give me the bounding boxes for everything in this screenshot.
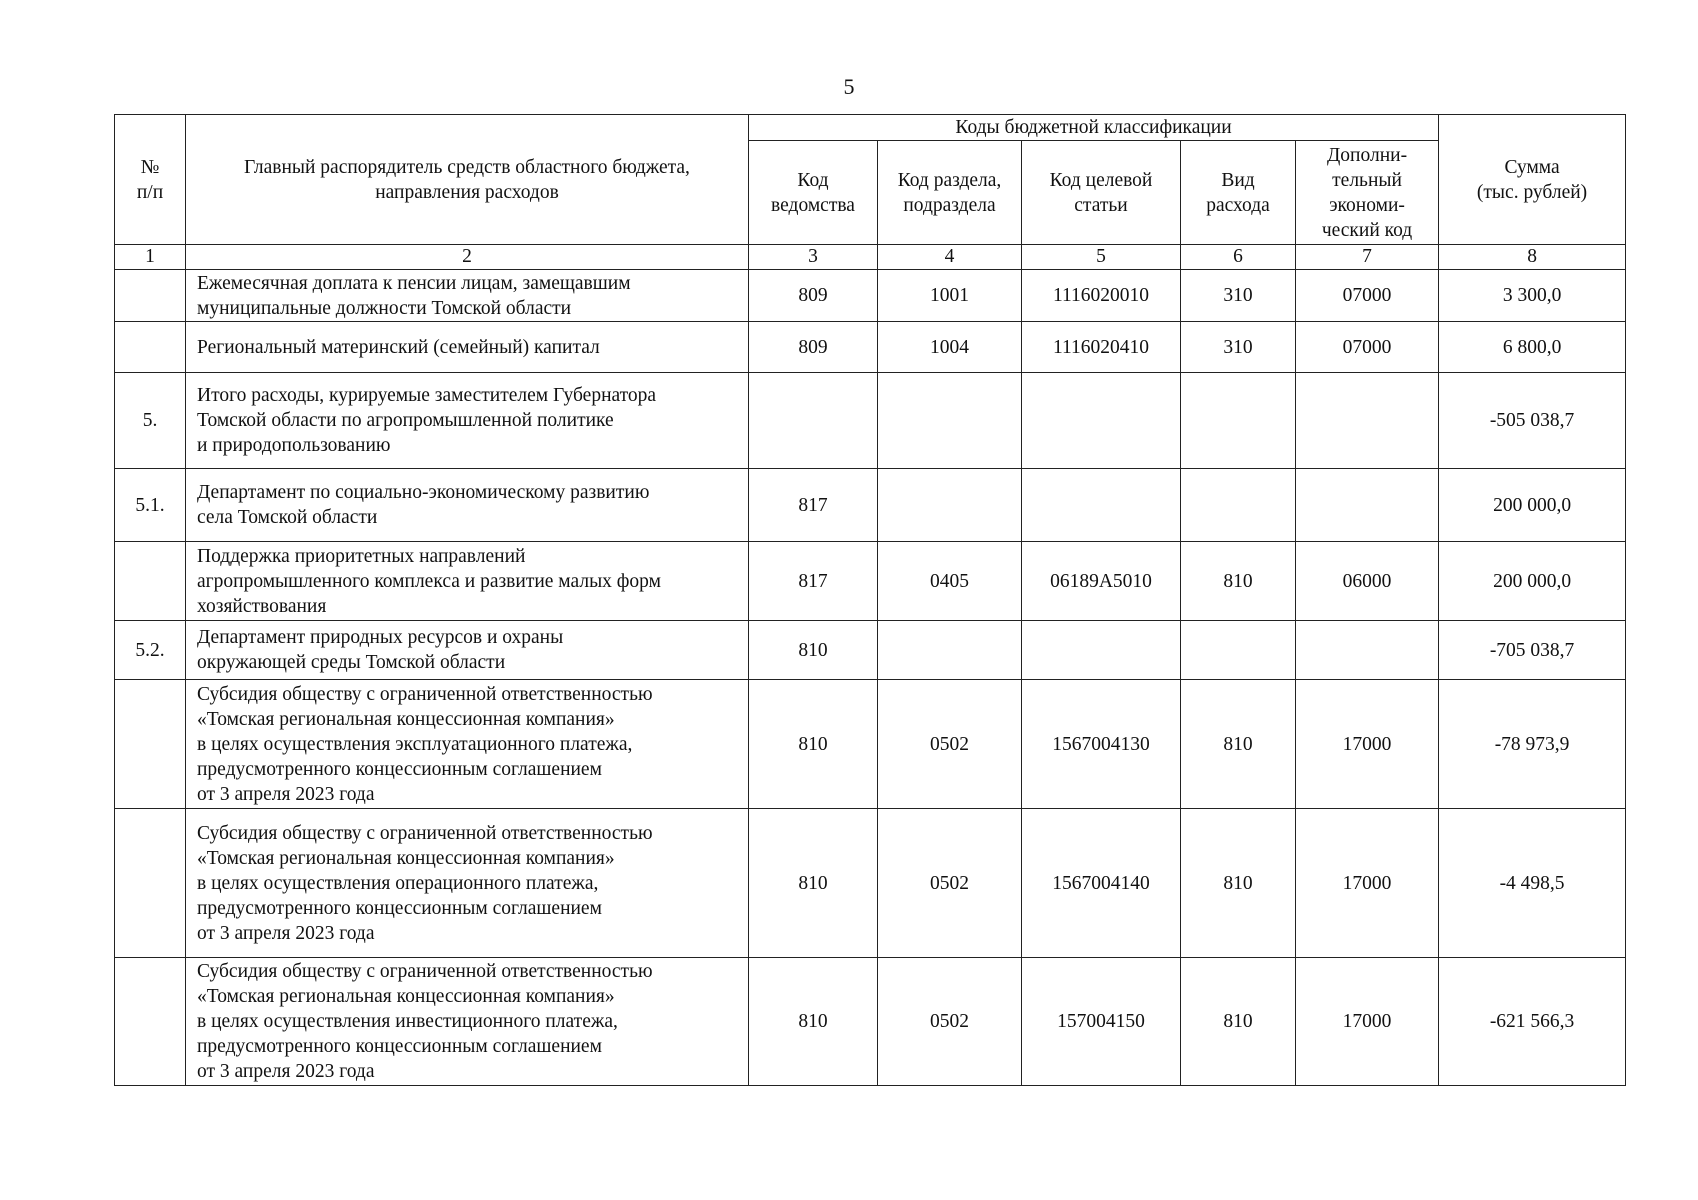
- row-target-code: [1022, 373, 1181, 469]
- row-extra-code: [1296, 621, 1439, 680]
- row-num: [115, 680, 186, 809]
- column-index: 6: [1181, 245, 1296, 270]
- header-section-code: Код раздела, подраздела: [878, 141, 1022, 245]
- row-num: [115, 809, 186, 958]
- row-extra-code: 07000: [1296, 270, 1439, 322]
- row-expense-type: 310: [1181, 270, 1296, 322]
- row-target-code: [1022, 469, 1181, 542]
- row-expense-type: 810: [1181, 542, 1296, 621]
- row-extra-code: [1296, 469, 1439, 542]
- row-name: Поддержка приоритетных направлений агропромышленного комплекса и развитие малых форм хозяйствования: [186, 542, 749, 621]
- row-target-code: 1116020010: [1022, 270, 1181, 322]
- table-row: [115, 958, 1626, 1086]
- row-section-code: [878, 373, 1022, 469]
- row-sum: 200 000,0: [1439, 469, 1626, 542]
- row-name: Департамент по социально-экономическому развитию села Томской области: [186, 469, 749, 542]
- row-section-code: 0502: [878, 809, 1022, 958]
- row-name: Региональный материнский (семейный) капитал: [186, 322, 749, 373]
- header-codes-group: Коды бюджетной классификации: [749, 115, 1439, 141]
- row-name: Ежемесячная доплата к пенсии лицам, замещавшим муниципальные должности Томской области: [186, 270, 749, 322]
- row-extra-code: 17000: [1296, 809, 1439, 958]
- row-expense-type: [1181, 469, 1296, 542]
- column-index: 7: [1296, 245, 1439, 270]
- row-section-code: 1001: [878, 270, 1022, 322]
- row-section-code: [878, 621, 1022, 680]
- row-expense-type: 310: [1181, 322, 1296, 373]
- column-index: 1: [115, 245, 186, 270]
- row-section-code: 0405: [878, 542, 1022, 621]
- row-num: 5.2.: [115, 621, 186, 680]
- row-target-code: [1022, 621, 1181, 680]
- row-dept-code: 817: [749, 542, 878, 621]
- row-name: Итого расходы, курируемые заместителем Губернатора Томской области по агропромышленной политике и природопользованию: [186, 373, 749, 469]
- row-expense-type: 810: [1181, 958, 1296, 1086]
- column-index: 4: [878, 245, 1022, 270]
- row-sum: -705 038,7: [1439, 621, 1626, 680]
- row-section-code: 0502: [878, 958, 1022, 1086]
- row-dept-code: 810: [749, 680, 878, 809]
- row-dept-code: 809: [749, 270, 878, 322]
- row-dept-code: 810: [749, 958, 878, 1086]
- column-index: 5: [1022, 245, 1181, 270]
- header-sum: Сумма (тыс. рублей): [1439, 115, 1626, 245]
- row-dept-code: [749, 373, 878, 469]
- column-index: 3: [749, 245, 878, 270]
- row-sum: 6 800,0: [1439, 322, 1626, 373]
- row-sum: -4 498,5: [1439, 809, 1626, 958]
- column-index: 8: [1439, 245, 1626, 270]
- table-row: [115, 270, 1626, 322]
- row-sum: -505 038,7: [1439, 373, 1626, 469]
- row-name: Субсидия обществу с ограниченной ответственностью «Томская региональная концессионная компания» в целях осуществления операционного платежа, предусмотренного концессионным соглашением от 3 апреля 2023 года: [186, 809, 749, 958]
- row-expense-type: [1181, 621, 1296, 680]
- row-target-code: 157004150: [1022, 958, 1181, 1086]
- row-target-code: 1116020410: [1022, 322, 1181, 373]
- row-num: [115, 542, 186, 621]
- row-extra-code: [1296, 373, 1439, 469]
- row-extra-code: 17000: [1296, 680, 1439, 809]
- row-expense-type: 810: [1181, 809, 1296, 958]
- column-index: 2: [186, 245, 749, 270]
- row-extra-code: 17000: [1296, 958, 1439, 1086]
- header-dept-code: Код ведомства: [749, 141, 878, 245]
- table-row: [115, 542, 1626, 621]
- table-row: [115, 322, 1626, 373]
- row-dept-code: 810: [749, 621, 878, 680]
- row-name: Департамент природных ресурсов и охраны окружающей среды Томской области: [186, 621, 749, 680]
- row-extra-code: 07000: [1296, 322, 1439, 373]
- row-target-code: 1567004130: [1022, 680, 1181, 809]
- row-dept-code: 817: [749, 469, 878, 542]
- header-main: Главный распорядитель средств областного бюджета, направления расходов: [186, 115, 749, 245]
- table-row: [115, 809, 1626, 958]
- row-sum: 200 000,0: [1439, 542, 1626, 621]
- column-index-row: [115, 245, 1626, 270]
- row-expense-type: 810: [1181, 680, 1296, 809]
- table-row: [115, 469, 1626, 542]
- page-number: 5: [843, 74, 855, 99]
- row-expense-type: [1181, 373, 1296, 469]
- row-dept-code: 809: [749, 322, 878, 373]
- table-row: [115, 621, 1626, 680]
- row-section-code: 1004: [878, 322, 1022, 373]
- row-target-code: 1567004140: [1022, 809, 1181, 958]
- row-num: 5.: [115, 373, 186, 469]
- header-extra-code: Дополни- тельный экономи- ческий код: [1296, 141, 1439, 245]
- row-num: [115, 958, 186, 1086]
- row-section-code: [878, 469, 1022, 542]
- row-sum: -621 566,3: [1439, 958, 1626, 1086]
- row-name: Субсидия обществу с ограниченной ответственностью «Томская региональная концессионная компания» в целях осуществления эксплуатационного платежа, предусмотренного концессионным соглашением от 3 апреля 2023 года: [186, 680, 749, 809]
- header-expense-type: Вид расхода: [1181, 141, 1296, 245]
- row-num: [115, 322, 186, 373]
- row-num: 5.1.: [115, 469, 186, 542]
- table-row: [115, 373, 1626, 469]
- row-dept-code: 810: [749, 809, 878, 958]
- row-num: [115, 270, 186, 322]
- budget-table: [114, 114, 1626, 1086]
- table-row: [115, 680, 1626, 809]
- row-sum: -78 973,9: [1439, 680, 1626, 809]
- header-target-code: Код целевой статьи: [1022, 141, 1181, 245]
- row-section-code: 0502: [878, 680, 1022, 809]
- row-target-code: 06189А5010: [1022, 542, 1181, 621]
- table-body: [115, 270, 1626, 1086]
- row-name: Субсидия обществу с ограниченной ответственностью «Томская региональная концессионная компания» в целях осуществления инвестиционного платежа, предусмотренного концессионным соглашением от 3 апреля 2023 года: [186, 958, 749, 1086]
- header-num: № п/п: [115, 115, 186, 245]
- row-extra-code: 06000: [1296, 542, 1439, 621]
- row-sum: 3 300,0: [1439, 270, 1626, 322]
